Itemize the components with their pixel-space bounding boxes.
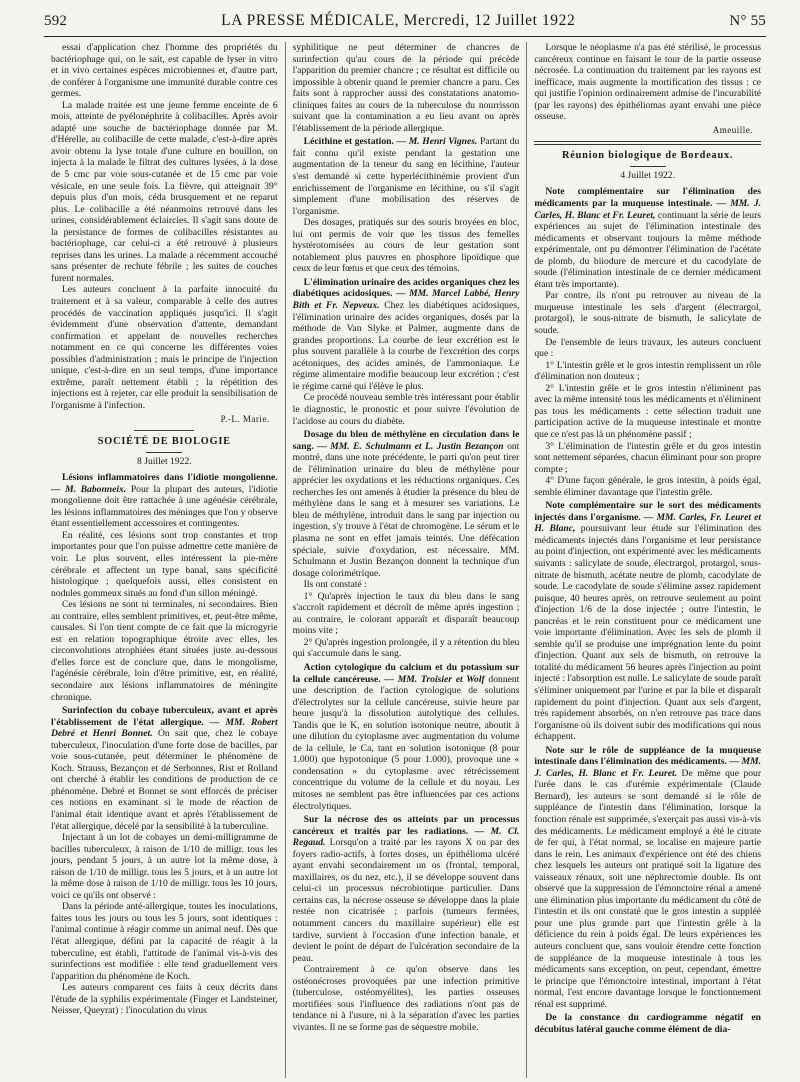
paragraph: Les auteurs concluent à la parfaite innocuité du traitement et à sa valeur, comparable à celle des autres procédés de vaccination appliqués jusqu'ici. Il s'agit évidemment d'une observation d'attente, demandant confirmation et appelant de nouvelles recherches notamment en ce qui concerne les différentes voies possibles d'administration ; mais le principe de l'injection unique, c'est-à-dire en un seul temps, d'une importance extrême, paraît nettement établi ; la répétition des injections est à rejeter, car elle produit la sensibilisation de l'organisme à l'infection. [51,284,278,411]
item-title: Dosage du bleu de méthylène en circulation dans le sang. [292,429,520,452]
article-columns [44,42,768,1078]
page-header [44,6,766,37]
paragraph: Injectant à un lot de cobayes un demi-milligramme de bacilles tuberculeux, à raison de 1/10 de milligr. tous les jours, pendant 5 jours, à un autre lot la même dose, à raison de 1/10 de milligr. tous les 5 jours, et à un autre lot la même dose à raison de 1/10 de milligr. tous les 10 jours, voici ce qu'ils ont observé : [51,832,278,901]
item-title: Note complémentaire sur le sort des médicaments injectés dans l'organisme. [534,500,762,523]
section-date: 4 Juillet 1922. [620,169,675,181]
report-item [51,472,278,530]
section-title-text: SOCIÉTÉ DE BIOLOGIE [97,436,231,448]
column-2 [285,42,527,1078]
section-divider [534,141,761,145]
report-item [293,429,520,579]
section-date: 8 Juillet 1922. [137,455,192,467]
item-title: Note complémentaire sur l'élimination des médicaments par la muqueuse intestinale. [534,186,762,210]
author-signature: P.-L. Marie. [220,413,270,424]
item-text: Chez les diabétiques acidosiques, l'élimination urinaire des acides organiques, dosés par la méthode de Van Slyke et Palmer, augmente dans de grandes proportions. La courbe de leur excrétion est le plus souvent parallèle à la courbe de l'excrétion des corps acétoniques, des acides aminés, de l'ammoniaque. Le régime alimentaire modifie beaucoup leur excrétion ; c'est le régime carné qui l'élève le plus. [292,300,520,392]
publication-name: LA PRESSE MÉDICALE, [221,12,400,29]
issue-number: N° 55 [729,12,766,29]
item-author: — MM. J. Carles, H. Blanc et Fr. Leuret. [534,756,762,779]
issue-date: Mercredi, 12 Juillet 1922 [403,12,576,29]
item-author: — MM. Troisier et Wolf [384,673,485,685]
list-item: 2° L'intestin grêle et le gros intestin n'éliminent pas avec la même intensité tous les médicaments et n'éliminent pas tous les médicaments : cette sélection traduit une participation active de la muqueuse intestinale et montre que ce n'est pas là un phénomène passif ; [534,382,762,440]
column-1 [44,42,285,1078]
paragraph: Des dosages, pratiqués sur des souris broyées en bloc, lui ont permis de voir que les tissus des femelles hystérotomisées au cours de leur gestation sont notablement plus pauvres en phosphore lipoïdique que ceux de leur fœtus et que ceux des témoins. [292,217,520,275]
report-item [534,186,761,290]
section-title-text: Réunion biologique de Bordeaux. [562,150,734,162]
list-item: 3° L'élimination de l'intestin grêle et du gros intestin sont nettement séparées, chacun éliminant pour son propre compte ; [534,440,762,475]
paragraph: Ils ont constaté : [303,579,367,591]
item-title: Lécithine et gestation. [303,136,394,148]
paragraph: essai d'application chez l'homme des propriétés du bactériophage qui, on le sait, est capable de lyser in vitro et in vivo certaines espèces microbiennes et, d'autre part, de conférer à l'organisme une immunité durable contre ces germes. [51,42,278,100]
item-text: Lorsqu'on a traité par les rayons X ou par des foyers radio-actifs, à fortes doses, un épithélioma ulcéré ayant envahi secondairement un os (frontal, temporal, maxillaires, os du nez, etc.), il se développe souvent dans celui-ci un processus nécrobiotique particulier. Dans certains cas, la nécrose osseuse se développe dans la plaie restée non cicatrisée ; parfois (tumeurs fermées, notamment cancers du maxillaire supérieur) elle est tardive, survient à l'occasion d'une infection banale, et devient le point de départ de l'ulcération secondaire de la peau. [292,837,520,964]
report-item [534,745,761,1011]
report-item [51,705,278,832]
section-divider [134,430,194,431]
report-item [293,136,520,217]
item-title: De la constance du cardiogramme négatif en décubitus latéral gauche comme élément de dia- [534,1012,762,1035]
paragraph: En réalité, ces lésions sont trop constantes et trop importantes pour que l'on puisse admettre cette manière de voir. Le plus souvent, elles intéressent la pie-mère cérébrale et affectent un type banal, sans spécificité histologique ; quelquefois aussi, elles consistent en nodules gommeux situés au fond d'un sillon méningé. [51,529,278,599]
item-title: Note sur le rôle de suppléance de la muqueuse intestinale dans l'élimination des médicaments. [534,744,762,768]
list-item: 2° Qu'après ingestion prolongée, il y a rétention du bleu qui s'accumule dans le sang. [292,636,520,660]
report-item [534,500,761,742]
paragraph: Par contre, ils n'ont pu retrouver au niveau de la muqueuse intestinale les sels d'argent (électrargol, protargol), le sous-nitrate de bismuth, le salicylate de soude. [534,290,762,337]
paragraph: La malade traitée est une jeune femme enceinte de 6 mois, atteinte de pyélonéphrite à colibacilles. Après avoir adapté une souche de bactériophage donnée par M. d'Hérelle, au colibacille de cette malade, c'est-à-dire après avoir obtenu la lyse totale d'une culture en bouillon, on injecta à la malade le filtrat des cultures lysées, à la dose de 5 cmc par voie sous-cutanée et de 15 cmc par voie vésicale, en une seule fois. La fièvre, qui atteignait 39° depuis plus d'un mois, céda brusquement et ne reparut plus. Le colibacille a été néanmoins retrouvé dans les urines, considérablement éclaircies. Il s'agit sans doute de la persistance de formes de colibacilles résistantes au bactériophage, car celui-ci a été retrouvé à plusieurs reprises dans les urines. La malade a récemment accouché sans présenter de rechute fébrile ; les suites de couches furent normales. [51,99,278,284]
column-3 [526,42,768,1078]
item-author: — MM. Robert Debré et Henri Bonnet. [51,716,278,740]
report-item [293,277,520,392]
item-title: Lésions inflammatoires dans l'idiotie mongolienne. [62,472,278,484]
section-title [534,150,761,167]
paragraph: Les auteurs comparent ces faits à ceux décrits dans l'étude de la syphilis expérimentale (Finger et Landsteiner, Neisser, Queyrat) : l'inoculation du virus [51,982,278,1017]
item-author: — MM. Carles, Fr. Leuret et H. Blanc, [534,511,762,535]
paragraph: syphilitique ne peut déterminer de chancres de surinfection qu'au cours de la période qui précède l'apparition du premier chancre ; ce résultat est difficile ou impossible à obtenir quand le premier chancre a paru. Ces faits sont à rapprocher aussi des constatations anatomo-cliniques faites au cours de la tuberculose du nourrisson suivant que la contamination a eu lieu avant ou après l'établissement de la période allergique. [292,42,520,134]
item-author: — M. Babonneix. [51,483,127,495]
paragraph: Lorsque le néoplasme n'a pas été stérilisé, le processus cancéreux continue en faisant le tour de la partie osseuse nécrosée. La continuation du traitement par les rayons est inefficace, mais augmente la mortification des tissus : ce qui justifie l'opinion ordinairement admise de l'incurabilité (par les rayons) des épithéliomas ayant envahi une pièce osseuse. [534,42,762,123]
item-author: — M. Cl. Regaud. [292,825,520,849]
section-title [51,436,278,453]
item-title: Surinfection du cobaye tuberculeux, avant et après l'établissement de l'état allergique. [51,705,278,728]
report-item [293,814,520,964]
item-text: On sait que, chez le cobaye tuberculeux, l'inoculation d'une forte dose de bacilles, par voie sous-cutanée, peut déterminer le phénomène de Koch. Strauss, Bezançon et de Serbonnes, Rist et Rolland ont cherché à établir les conditions de production de ce phénomène. Debré et Bonnet se sont efforcés de préciser ces notions en examinant si le mode de réaction de l'animal était identique avant et après l'établissement de l'état allergique, décelé par la sensibilité à la tuberculine. [51,728,278,832]
report-item [534,1012,761,1035]
item-text: Partant du fait connu qu'il existe pendant la gestation une augmentation de la teneur du sang en lécithine, l'auteur s'est demandé si cette hyperlécithinémie provient d'un enrichissement de l'organisme en lécithine, ou s'il s'agit simplement d'une mobilisation des réserves de l'organisme. [292,136,520,217]
paragraph: Dans la période anté-allergique, toutes les inoculations, faites tous les jours ou tous les 5 jours, sont identiques : l'animal continue à réagir comme un animal neuf. Dès que l'état allergique, défini par la capacité de réagir à la tuberculine, est établi, l'attitude de l'animal vis-à-vis des surinfections est modifiée : elle tend graduellement vers l'apparition du phénomène de Koch. [51,901,278,982]
item-author: — M. Henri Vignes. [396,136,478,148]
report-item [293,662,520,812]
paragraph: Contrairement à ce qu'on observe dans les ostéonécroses provoquées par une infection primitive (tuberculose, ostéomyélites), les parties osseuses mortifiées sous l'influence des radiations n'ont pas de tendance ni à l'usure, ni à la séparation d'avec les parties vivantes. Il ne se forme pas de séquestre mobile. [292,964,520,1033]
item-text: continuant la série de leurs expériences au sujet de l'élimination intestinale des médicaments et observant toujours la même méthode expérimentale, ont pu démontrer l'élimination de l'acétate de plomb, du biiodure de mercure et du cacodylate de soude (l'élimination intestinale de ce dernier médicament étant très importante). [534,209,762,290]
item-text: poursuivant leur étude sur l'élimination des médicaments injectés dans l'organisme et leur persistance au point d'injection, ont expérimenté avec les médicaments suivants : salicylate de soude, électrargol, protargol, sous-nitrate de bismuth, acétate neutre de plomb, cacodylate de soude. Le cacodylate de soude s'élimine assez rapidement puisque, 40 heures après, on retrouve seulement au point d'injection 1/6 de la dose injectée ; outre l'intestin, le pancréas et le rein constituent pour ce médicament une voie importante d'élimination. Avec les sels de plomb il semble qu'il se produise une imprégnation lente du point d'injection. Quant aux sels de bismuth, on retrouve la totalité du médicament 56 heures après l'injection au point injecté : l'absorption est nulle. Le salicylate de soude paraît s'éliminer uniquement par l'urine et par la bile et disparaît rapidement du point d'injection. Quant aux sels d'argent, très rapidement absorbés, on n'en retrouve pas trace dans l'organisme où ils doivent subir des modifications qui nous échappent. [534,523,762,743]
paragraph: Ce procédé nouveau semble très intéressant pour établir le diagnostic, le pronostic et pour suivre l'évolution de l'acidose au cours du diabète. [292,392,520,427]
item-title: Sur la nécrose des os atteints par un processus cancéreux et traités par les radiations. [292,814,520,837]
item-title: L'élimination urinaire des acides organiques chez les diabétiques acidosiques. [292,276,520,300]
list-item: 1° L'intestin grêle et le gros intestin remplissent un rôle d'élimination non douteux ; [534,359,762,383]
item-text: De même que pour l'urée dans le cas d'urémie expérimentale (Claude Bernard), les auteurs se sont demandé si le rôle de suppléance de l'intestin dans l'élimination, lorsque la fonction rénale est supprimée, s'exerçait pas aussi vis-à-vis des médicaments. Le médicament employé a été le citrate de fer qui, à l'état normal, se localise en majeure partie dans le rein. Les animaux d'expérience ont été des chiens chez lesquels les auteurs ont pratiqué soit la ligature des vaisseaux rénaux, soit une néphrectomie double. Ils ont observé que la suppression de l'émonctoire rénal a amené une élimination plus importante du médicament du côté de l'intestin et ils ont constaté que le gros intestin a suppléé pour une plus grande part que l'intestin grêle à la déficience du rein à poids égal. De leurs expériences les auteurs concluent que, sans vouloir étendre cette fonction de suppléance de la muqueuse intestinale à tous les médicaments sans exception, on peut, cependant, émettre le principe que l'émonctoire intestinal, important à l'état normal, l'est encore davantage lorsque le fonctionnement rénal est supprimé. [534,767,762,1010]
list-item: 1° Qu'après injection le taux du bleu dans le sang s'accroît rapidement et décroît de même après ingestion ; au contraire, le colorant apparaît et disparaît beaucoup moins vite ; [292,590,520,637]
item-text: Pour la plupart des auteurs, l'idiotie mongolienne doit être rattachée à une agénésie cérébrale, les lésions inflammatoires des méninges que l'on y observe étant essentiellement accessoires et contingentes. [51,483,278,530]
paragraph: Ces lésions ne sont ni terminales, ni secondaires. Bien au contraire, elles semblent primitives, et, peut-être même, causales. Si l'on tient compte de ce fait que la microgyrie est en relation topographique étroite avec elles, les circonvolutions atrophiées étant situées juste au-dessous d'elles force est de conclure que, dans le mongolisme, l'agénésie cérébrale, loin d'être primitive, est, en réalité, secondaire aux lésions inflammatoires de méningite chronique. [51,599,278,703]
item-author: — MM. Marcel Labbé, Henry Bith et Fr. Nepveux. [292,288,520,312]
list-item: 4° D'une façon générale, le gros intestin, à poids égal, semble éliminer davantage que l'intestin grêle. [534,475,762,498]
item-text: ont montré, dans une note précédente, le parti qu'on peut tirer de l'élimination urinaire du bleu de méthylène pour apprécier les oxydations et les réductions organiques. Ces recherches les ont amenés à étudier la présence du bleu de méthylène dans le sang et à mesurer ses variations. Le bleu de méthylène, introduit dans le sang par injection ou ingestion, s'y trouve à l'état de chromogène. Le sérum et le plasma ne sont en effet jamais teintés. Une défécation spéciale, suivie d'oxydation, est nécessaire. MM. Schulmann et Justin Bezançon donnent la technique d'un dosage colorimétrique. [292,440,520,579]
author-signature: Ameuille. [712,124,754,135]
paragraph: De l'ensemble de leurs travaux, les auteurs concluent que : [534,336,762,360]
item-author: — MM. J. Carles, H. Blanc et Fr. Leuret, [534,198,762,221]
item-author: — MM. E. Schulmann et L. Justin Bezançon [317,440,504,452]
page-number: 592 [44,12,68,29]
masthead [221,12,575,30]
item-title: Action cytologique du calcium et du potassium sur la cellule cancéreuse. [292,661,520,685]
item-text: donnent une description de l'action cytologique de solutions d'électrolytes sur la cellule cancéreuse, suivie heure par heure jusqu'à la dissolution autolytique des cellules. Tandis que le K, en solution isotonique neutre, aboutit à une dilution du cytoplasme avec augmentation du volume de la cellule, le Ca, tant en solution isotonique (8 pour 1.000) que hypotonique (5 pour 1.000), provoque une « condensation » du cytoplasme avec rétrécissement concentrique du volume de la cellule et du noyau. Les mitoses ne semblent pas être influencées par ces actions électrolytiques. [292,673,520,812]
